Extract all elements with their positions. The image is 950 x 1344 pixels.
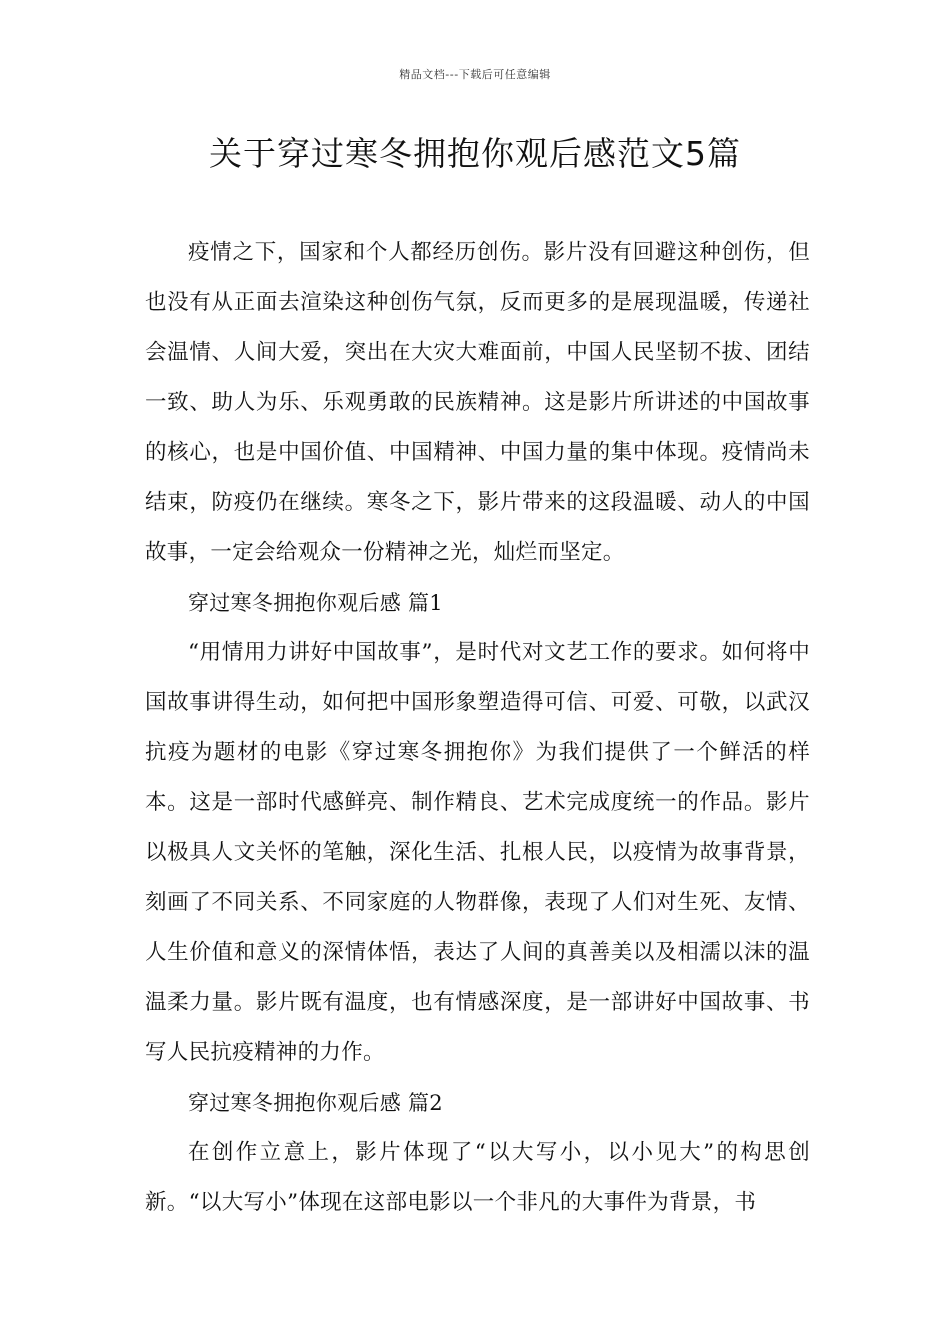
section-paragraph-2: 在创作立意上，影片体现了“以大写小，以小见大”的构思创新。“以大写小”体现在这部电影以一个非凡的大事件为背景，书 (145, 1140, 810, 1215)
section-heading-2: 穿过寒冬拥抱你观后感 篇2 (188, 1091, 443, 1115)
document-body (145, 228, 810, 1228)
header-note: 精品文档---下载后可任意编辑 (399, 68, 551, 81)
document-title: 关于穿过寒冬拥抱你观后感范文5篇 (209, 134, 741, 173)
intro-paragraph: 疫情之下，国家和个人都经历创伤。影片没有回避这种创伤，但也没有从正面去渲染这种创伤气氛，反而更多的是展现温暖，传递社会温情、人间大爱，突出在大灾大难面前，中国人民坚韧不拔、团结一致、助人为乐、乐观勇敢的民族精神。这是影片所讲述的中国故事的核心，也是中国价值、中国精神、中国力量的集中体现。疫情尚未结束，防疫仍在继续。寒冬之下，影片带来的这段温暖、动人的中国故事，一定会给观众一份精神之光，灿烂而坚定。 (145, 240, 810, 565)
section-paragraph-1: “用情用力讲好中国故事”，是时代对文艺工作的要求。如何将中国故事讲得生动，如何把中国形象塑造得可信、可爱、可敬，以武汉抗疫为题材的电影《穿过寒冬拥抱你》为我们提供了一个鲜活的样本。这是一部时代感鲜亮、制作精良、艺术完成度统一的作品。影片以极具人文关怀的笔触，深化生活、扎根人民，以疫情为故事背景，刻画了不同关系、不同家庭的人物群像，表现了人们对生死、友情、人生价值和意义的深情体悟，表达了人间的真善美以及相濡以沫的温温柔力量。影片既有温度，也有情感深度，是一部讲好中国故事、书写人民抗疫精神的力作。 (145, 640, 810, 1065)
section-heading-1: 穿过寒冬拥抱你观后感 篇1 (188, 591, 443, 615)
